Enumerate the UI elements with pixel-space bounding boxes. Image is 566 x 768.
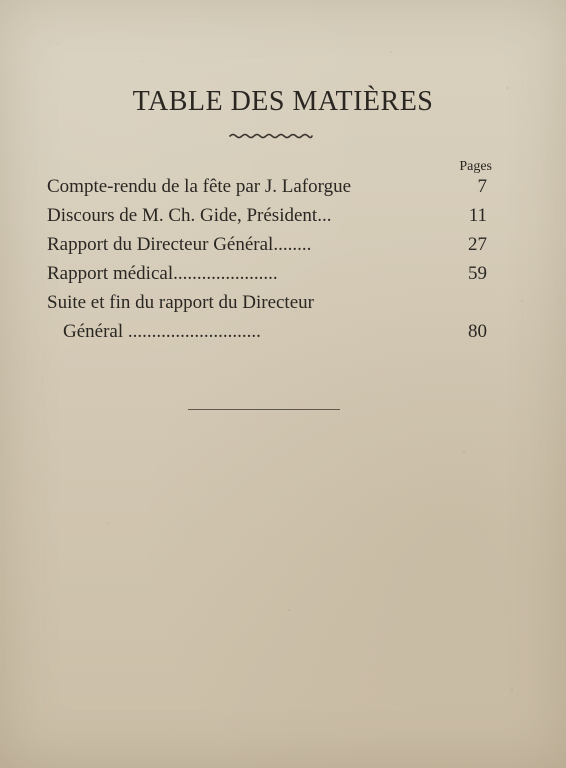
toc-entry-text: Rapport médical...................... <box>47 263 278 284</box>
toc-entry <box>47 317 487 346</box>
toc-entry-page: 80 <box>468 321 487 342</box>
toc-entry-text: Rapport du Directeur Général........ <box>47 234 312 255</box>
toc-entry-text: Suite et fin du rapport du Directeur <box>47 292 314 313</box>
toc-entry <box>47 259 487 288</box>
toc-entry <box>47 172 487 201</box>
title-ornament <box>229 132 313 140</box>
toc-entry-page: 59 <box>468 263 487 284</box>
table-of-contents <box>47 172 487 346</box>
toc-entry-page: 27 <box>468 234 487 255</box>
toc-entry-text: Général ............................ <box>63 321 261 342</box>
toc-entry-text: Compte-rendu de la fête par J. Laforgue <box>47 176 352 197</box>
toc-entry-text: Discours de M. Ch. Gide, Président... <box>47 205 332 226</box>
toc-entry <box>47 201 487 230</box>
page-title: TABLE DES MATIÈRES <box>132 86 434 117</box>
pages-column-header: Pages <box>459 159 492 174</box>
toc-entry <box>47 230 487 259</box>
toc-entry-page: 7 <box>477 176 487 197</box>
toc-entry-page: 11 <box>468 205 487 226</box>
toc-entry <box>47 288 487 317</box>
section-divider <box>188 409 340 410</box>
